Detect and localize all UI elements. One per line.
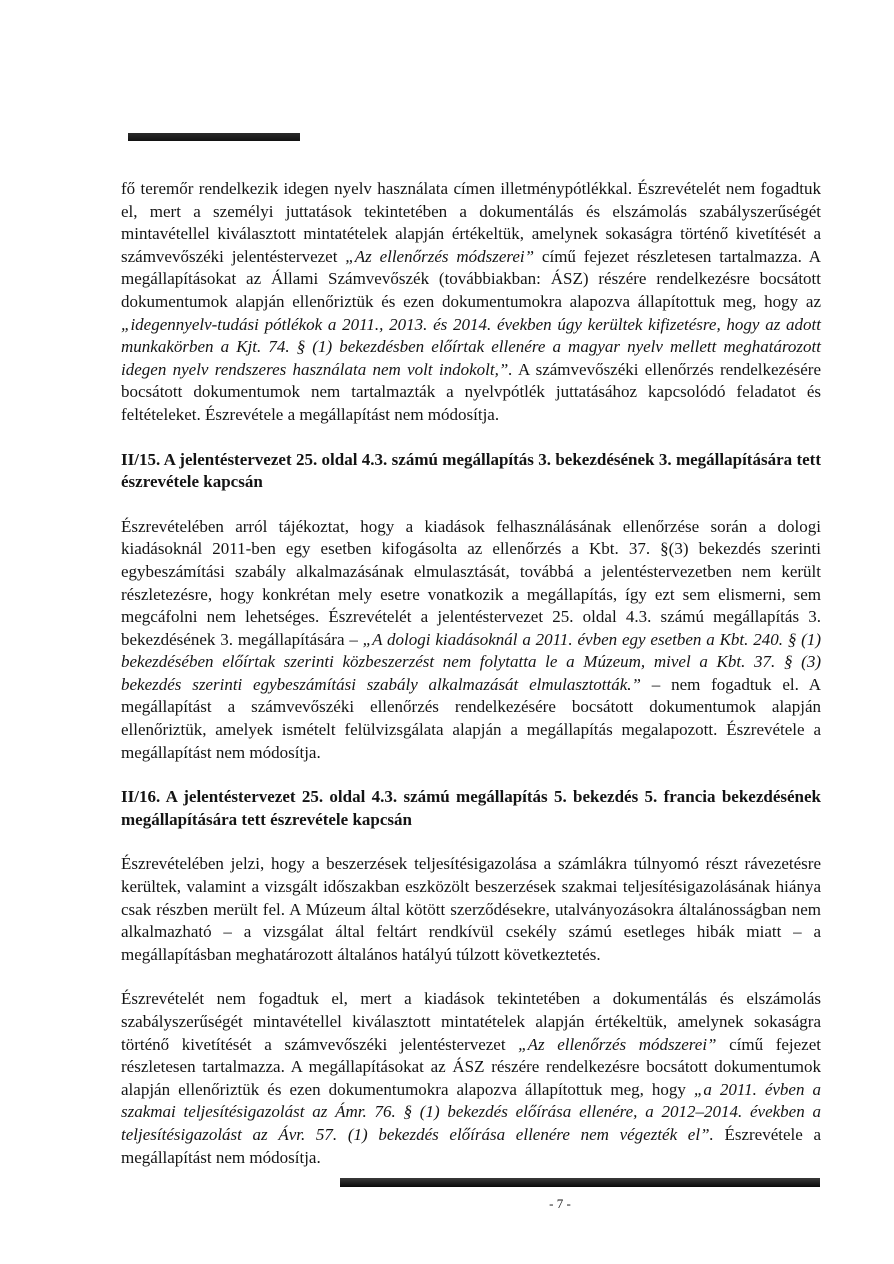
- text-run: című fejezet részletesen tartalmazza. A megállapításokat az ÁSZ részére rendelkezésre bocsátott dokumentumok alapján ellenőriztük és ezen dokumentumokra alapozva állapítottuk meg, hogy: [121, 1034, 821, 1099]
- paragraph-1: [121, 178, 821, 427]
- italic-quote: „A dologi kiadásoknál a 2011. évben egy esetben a Kbt. 240. § (1) bekezdésében előírtak szerinti közbeszerzést nem folytatta le a Múzeum, mivel a Kbt. 37. § (3) bekezdés szerinti egybeszámítási szabály alkalmazását elmulasztották.”: [121, 629, 821, 694]
- italic-quote: „Az ellenőrzés módszerei”: [518, 1034, 717, 1054]
- section-heading-ii-15: II/15. A jelentéstervezet 25. oldal 4.3. számú megállapítás 3. bekezdésének 3. megállapítására tett észrevétele kapcsán: [121, 449, 821, 492]
- bottom-rule: [340, 1178, 820, 1187]
- paragraph-4: [121, 988, 821, 1169]
- document-body: [121, 178, 821, 1191]
- paragraph-2: [121, 516, 821, 765]
- page-number: - 7 -: [549, 1196, 571, 1211]
- paragraph-3: Észrevételében jelzi, hogy a beszerzések teljesítésigazolása a számlákra túlnyomó részt rávezetésre kerültek, valamint a vizsgált időszakban eszközölt beszerzések szakmai teljesítésigazolásának hiánya csak részben merült fel. A Múzeum által kötött szerződésekre, utalványozásokra általánosságban nem alkalmazható – a vizsgálat által feltárt rendkívül csekély számú esetleges hibák miatt – a megállapításban meghatározott általános hatályú túlzott következtetés.: [121, 854, 821, 964]
- text-run: Észrevételében arról tájékoztat, hogy a kiadások felhasználásának ellenőrzése során a dologi kiadásoknál 2011-ben egy esetben kifogásolta az ellenőrzés a Kbt. 37. §(3) bekezdés szerinti egybeszámítási szabály alkalmazásának elmulasztását, továbbá a jelentéstervezetben nem került részletezésre, hogy konkrétan mely esetre vonatkozik a megállapítás, így ezt sem elismerni, sem megcáfolni nem lehetséges. Észrevételét a jelentéstervezet 25. oldal 4.3. számú megállapítás 3. bekezdésének 3. megállapítására –: [121, 516, 821, 649]
- italic-quote: „idegennyelv-tudási pótlékok a 2011., 2013. és 2014. években úgy kerültek kifizetésre, hogy az adott munkakörben a Kjt. 74. § (1) bekezdésben előírtak ellenére a magyar nyelv mellett meghatározott idegen nyelv rendszeres használata nem volt indokolt,”.: [121, 314, 821, 379]
- top-rule: [128, 133, 300, 141]
- text-run: Észrevétele a megállapítást nem módosítja.: [121, 1124, 821, 1167]
- section-heading-ii-16: II/16. A jelentéstervezet 25. oldal 4.3. számú megállapítás 5. bekezdés 5. francia bekezdésének megállapítására tett észrevétele kapcsán: [121, 787, 821, 829]
- text-run: A számvevőszéki ellenőrzés rendelkezésére bocsátott dokumentumok nem tartalmazták a nyelvpótlék juttatásához kapcsolódó feladatot és feltételeket. Észrevétele a megállapítást nem módosítja.: [121, 359, 821, 424]
- italic-quote: „Az ellenőrzés módszerei”: [345, 246, 535, 266]
- text-run: – nem fogadtuk el. A megállapítást a számvevőszéki ellenőrzés rendelkezésére bocsátott dokumentumok alapján ellenőriztük, amelyek ismételt felülvizsgálata alapján a megállapítás megalapozott. Észrevétele a megállapítást nem módosítja.: [121, 674, 821, 762]
- italic-quote: „a 2011. évben a szakmai teljesítésigazolást az Ámr. 76. § (1) bekezdés előírása ellenére, a 2012–2014. években a teljesítésigazolást az Ávr. 57. (1) bekezdés előírása ellenére nem végezték el”.: [121, 1079, 821, 1144]
- text-run: Észrevételét nem fogadtuk el, mert a kiadások tekintetében a dokumentálás és elszámolás szabályszerűségét mintavétellel kiválasztott mintatételek alapján értékeltük, amelynek sokaságra történő kivetítését a számvevőszéki jelentéstervezet: [121, 989, 821, 1054]
- text-run: fő teremőr rendelkezik idegen nyelv használata címen illetménypótlékkal. Észrevételét nem fogadtuk el, mert a személyi juttatások tekintetében a dokumentálás és elszámolás szabályszerűségét mintavétellel kiválasztott mintatételek alapján értékeltük, amelynek sokaságra történő kivetítését a számvevőszéki jelentéstervezet: [121, 179, 821, 266]
- text-run: című fejezet részletesen tartalmazza. A megállapításokat az Állami Számvevőszék (továbbiakban: ÁSZ) részére rendelkezésre bocsátott dokumentumok alapján ellenőriztük és ezen dokumentumokra alapozva állapítottuk meg, hogy az: [121, 246, 821, 311]
